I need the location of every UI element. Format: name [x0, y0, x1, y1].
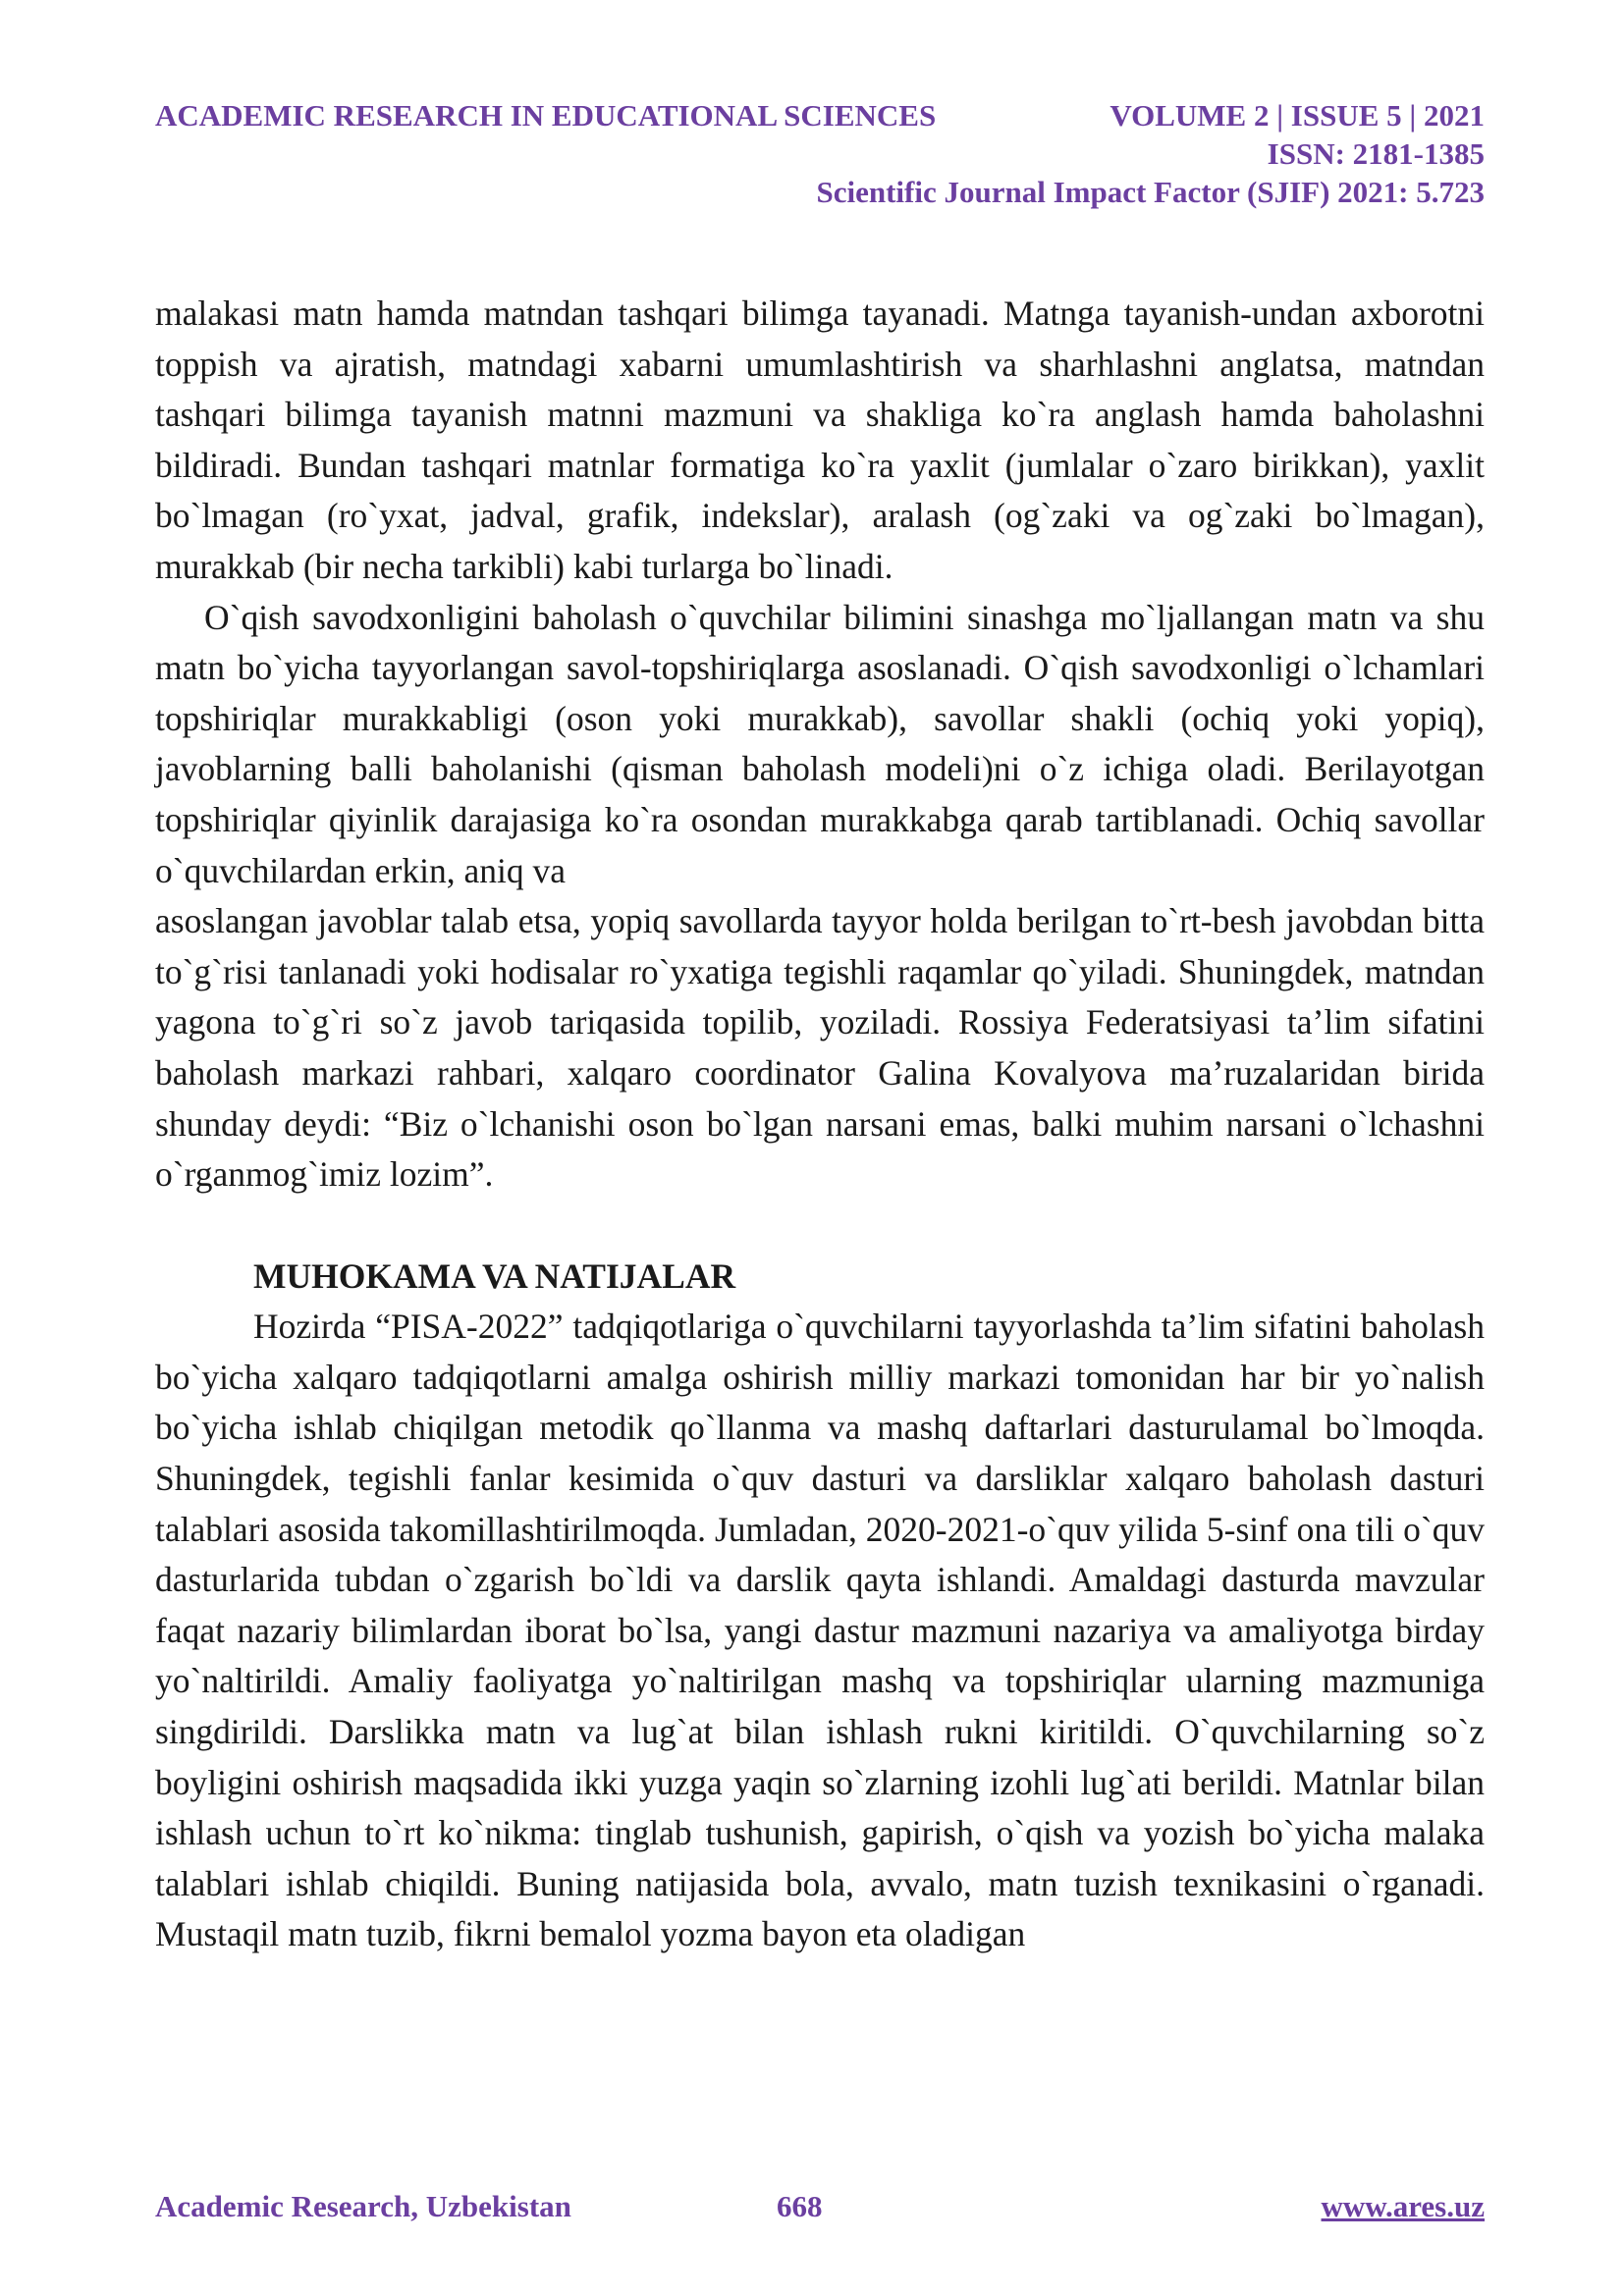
page-number: 668 — [777, 2189, 823, 2223]
running-footer — [155, 2187, 1485, 2226]
article-body — [155, 289, 1485, 1960]
journal-title: ACADEMIC RESEARCH IN EDUCATIONAL SCIENCES — [155, 98, 937, 133]
paragraph-1: malakasi matn hamda matndan tashqari bilimga tayanadi. Matnga tayanish-undan axborotni toppish va ajratish, matndagi xabarni umumlashtirish va sharhlashni anglatsa, matndan tashqari bilimga tayanish matnni mazmuni va shakliga ko`ra anglash hamda baholashni bildiradi. Bundan tashqari matnlar formatiga ko`ra yaxlit (jumlalar o`zaro birikkan), yaxlit bo`lmagan (ro`yxat, jadval, grafik, indekslar), aralash (og`zaki va og`zaki bo`lmagan), murakkab (bir necha tarkibli) kabi turlarga bo`linadi. — [155, 294, 1485, 586]
paragraph-2: O`qish savodxonligini baholash o`quvchilar bilimini sinashga mo`ljallangan matn va shu matn bo`yicha tayyorlangan savol-topshiriqlarga asoslanadi. O`qish savodxonligi o`lchamlari topshiriqlar murakkabligi (oson yoki murakkab), savollar shakli (ochiq yoki yopiq), javoblarning balli baholanishi (qisman baholash modeli)ni o`z ichiga oladi. Berilayotgan topshiriqlar qiyinlik darajasiga ko`ra osondan murakkabga qarab tartiblanadi. Ochiq savollar o`quvchilardan erkin, aniq va — [155, 597, 1485, 890]
paragraph-3: asoslangan javoblar talab etsa, yopiq savollarda tayyor holda berilgan to`rt-besh javobdan bitta to`g`risi tanlanadi yoki hodisalar ro`yxatiga tegishli raqamlar qo`yiladi. Shuningdek, matndan yagona to`g`ri so`z javob tariqasida topilib, yoziladi. Rossiya Federatsiyasi ta’lim sifatini baholash markazi rahbari, xalqaro coordinator Galina Kovalyova ma’ruzalaridan birida shunday deydi: “Biz o`lchanishi oson bo`lgan narsani emas, balki muhim narsani o`lchashni o`rganmog`imiz lozim”. — [155, 901, 1485, 1195]
footer-publisher: Academic Research, Uzbekistan — [155, 2189, 571, 2223]
paragraph-4: Hozirda “PISA-2022” tadqiqotlariga o`quvchilarni tayyorlashda ta’lim sifatini baholash bo`yicha xalqaro tadqiqotlarni amalga oshirish milliy markazi tomonidan har bir yo`nalish bo`yicha ishlab chiqilgan metodik qo`llanma va mashq daftarlari dasturulamal bo`lmoqda. Shuningdek, tegishli fanlar kesimida o`quv dasturi va darsliklar xalqaro baholash dasturi talablari asosida takomillashtirilmoqda. Jumladan, 2020-2021-o`quv yilida 5-sinf ona tili o`quv dasturlarida tubdan o`zgarish bo`ldi va darslik qayta ishlandi. Amaldagi dasturda mavzular faqat nazariy bilimlardan iborat bo`lsa, yangi dastur mazmuni nazariya va amaliyotga birday yo`naltirildi. Amaliy faoliyatga yo`naltirilgan mashq va topshiriqlar ularning mazmuniga singdirildi. Darslikka matn va lug`at bilan ishlash rukni kiritildi. O`quvchilarning so`z boyligini oshirish maqsadida ikki yuzga yaqin so`zlarning izohli lug`ati berildi. Matnlar bilan ishlash uchun to`rt ko`nikma: tinglab tushunish, gapirish, o`qish va yozish bo`yicha malaka talablari ishlab chiqildi. Buning natijasida bola, avvalo, matn tuzish texnikasini o`rganadi. Mustaqil matn tuzib, fikrni bemalol yozma bayon eta oladigan — [155, 1307, 1485, 1954]
issn: ISSN: 2181-1385 — [1267, 136, 1485, 171]
volume-issue: VOLUME 2 | ISSUE 5 | 2021 — [1110, 98, 1485, 133]
footer-website-link[interactable]: www.ares.uz — [1321, 2189, 1485, 2223]
impact-factor: Scientific Journal Impact Factor (SJIF) 2021: 5.723 — [816, 175, 1485, 209]
running-header — [155, 96, 1485, 211]
section-heading: MUHOKAMA VA NATIJALAR — [253, 1255, 736, 1296]
